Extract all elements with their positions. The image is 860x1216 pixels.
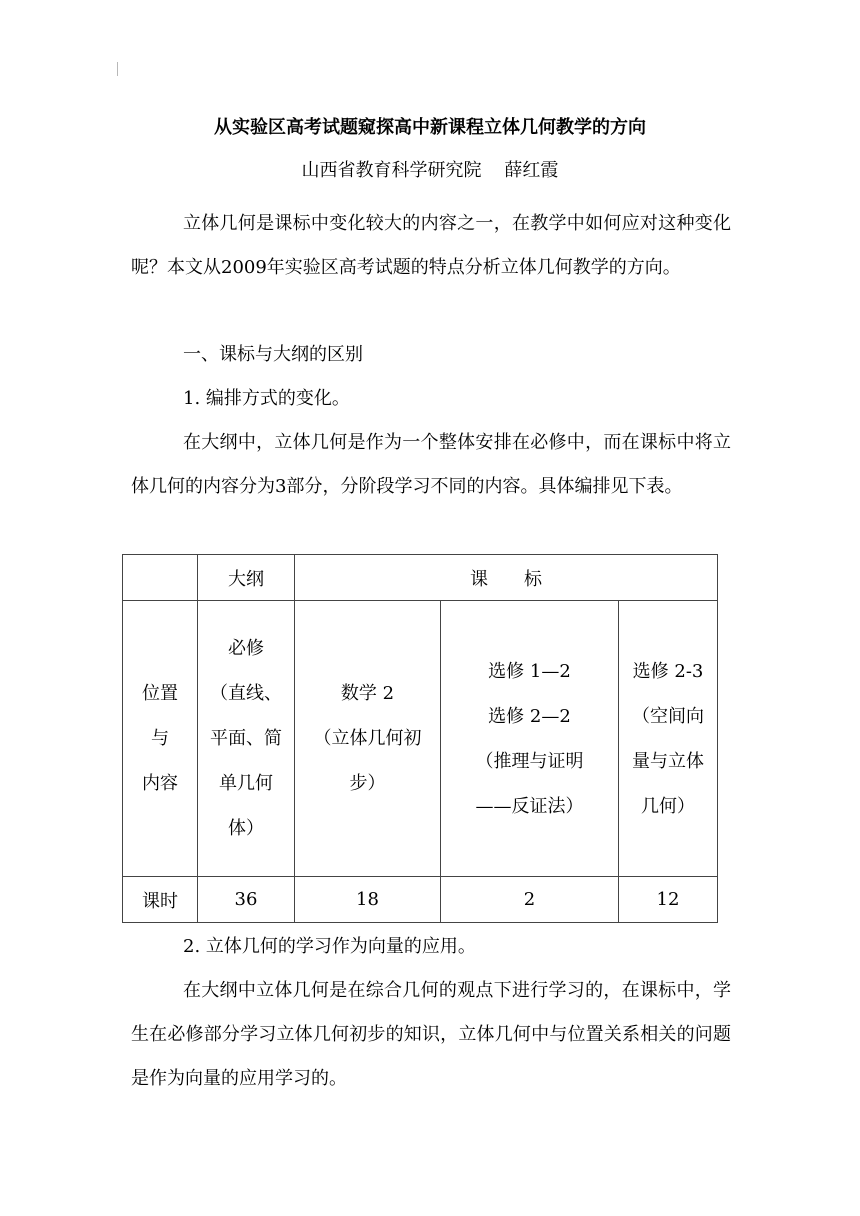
author-line: 山西省教育科学研究院 薛红霞 xyxy=(301,160,559,181)
table-row xyxy=(123,877,718,923)
cell-elective-1-2: 选修 1—2 选修 2—2 （推理与证明 ——反证法） xyxy=(475,660,584,817)
table-header-empty xyxy=(123,555,198,601)
intro-paragraph: 立体几何是课标中变化较大的内容之一，在教学中如何应对这种变化呢？本文从2009年实验区高考试题的特点分析立体几何教学的方向。 xyxy=(131,213,731,278)
table-row xyxy=(123,601,718,877)
table-header-standard: 课 标 xyxy=(295,555,718,601)
hours-syllabus: 36 xyxy=(198,877,295,923)
item-1-heading: 1. 编排方式的变化。 xyxy=(183,388,350,409)
corner-crop-mark xyxy=(117,62,118,76)
section-heading: 一、课标与大纲的区别 xyxy=(183,344,363,365)
row-label-hours: 课时 xyxy=(123,877,198,923)
document-title: 从实验区高考试题窥探高中新课程立体几何教学的方向 xyxy=(214,117,646,138)
hours-math-2: 18 xyxy=(295,877,441,923)
row-label-position: 位置 与 内容 xyxy=(142,683,178,794)
table-header-row xyxy=(123,555,718,601)
hours-elective-2-3: 12 xyxy=(619,877,718,923)
item-2-heading: 2. 立体几何的学习作为向量的应用。 xyxy=(183,936,476,957)
item-2-paragraph: 在大纲中立体几何是在综合几何的观点下进行学习的，在课标中，学生在必修部分学习立体几何初步的知识，立体几何中与位置关系相关的问题是作为向量的应用学习的。 xyxy=(131,980,731,1089)
comparison-table xyxy=(122,554,718,923)
cell-elective-2-3: 选修 2-3 （空间向 量与立体 几何） xyxy=(632,660,704,817)
cell-math-2: 数学 2 （立体几何初 步） xyxy=(313,683,422,794)
item-1-paragraph: 在大纲中，立体几何是作为一个整体安排在必修中，而在课标中将立体几何的内容分为3部分，分阶段学习不同的内容。具体编排见下表。 xyxy=(131,432,731,497)
cell-syllabus-compulsory: 必修 （直线、 平面、简 单几何 体） xyxy=(210,638,282,839)
table-header-syllabus: 大纲 xyxy=(198,555,295,601)
hours-elective-1-2: 2 xyxy=(441,877,619,923)
